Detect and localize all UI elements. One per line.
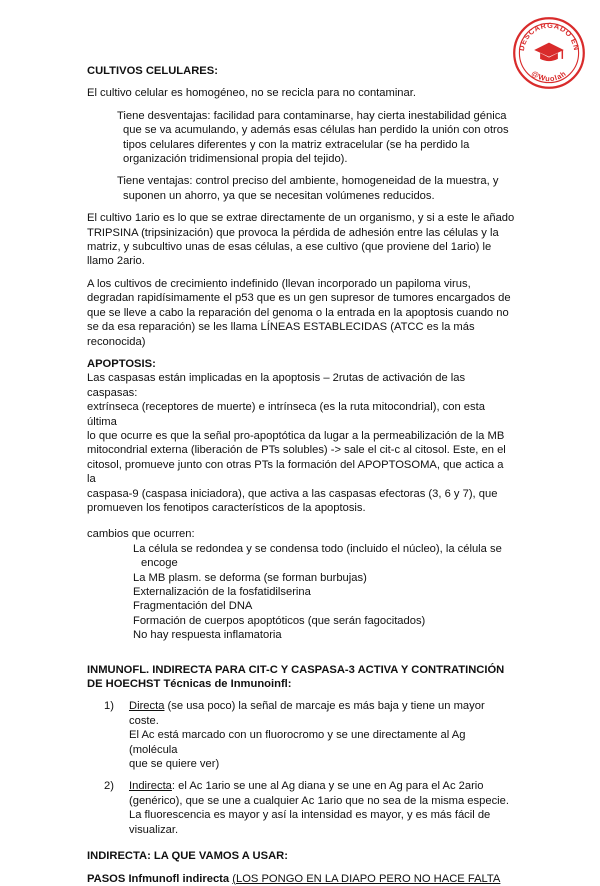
paragraph-line: mitocondrial externa (liberación de PTs solubles) -> sale el cit-c al citosol. Este, en el [87,444,506,457]
pasos-underlined: (LOS PONGO EN LA DIAPO PERO NO HACE FALTA [232,872,501,885]
lineas-establecidas-paragraph [87,277,515,349]
section-title-apoptosis: APOPTOSIS: [87,357,156,370]
desventajas-line: Tiene desventajas: facilidad para contaminarse, hay cierta inestabilidad génica [117,109,507,122]
desventajas-line: que se va acumulando, y además esas células han perdido la unión con otros [123,124,509,137]
graduation-cap-icon [534,43,564,62]
ventajas-line: suponen un ahorro, ya que se necesitan volúmenes reducidos. [123,189,435,202]
technique-line: (genérico), que se une a cualquier Ac 1ario que no sea de la misma especie. [129,794,509,807]
list-number: 1) [104,700,114,713]
paragraph-line: citosol, promueve junto con otras PTs la formación del APOPTOSOMA, que actica a la [87,458,504,486]
technique-line: que se quiere ver) [129,758,220,771]
cultivos-intro: El cultivo celular es homogéneo, no se recicla para no contaminar. [87,87,416,100]
list-item: La célula se redondea y se condensa todo (incluido el núcleo), la célula se [133,542,502,555]
section-title-inmuno-line2: DE HOECHST Técnicas de Inmunoinfl: [87,678,292,691]
paragraph-line: promueven los fenotipos característicos de la apoptosis. [87,501,366,514]
ventajas-line: Tiene ventajas: control preciso del ambiente, homogeneidad de la muestra, y [117,175,499,188]
desventajas-line: organización tridimensional propia del tejido). [123,153,348,166]
technique-label: Indirecta [129,780,172,793]
stamp-bottom-text: @Wuolah [529,68,569,84]
cultivo-1ario-paragraph [87,211,515,269]
paragraph-line: extrínseca (receptores de muerte) e intrínseca (es la ruta mitocondrial), con esta última [87,401,485,428]
list-item: Formación de cuerpos apoptóticos (que serán fagocitados) [133,614,426,627]
section-title-cultivos: CULTIVOS CELULARES: [87,65,218,77]
technique-line: La fluorescencia es mayor y así la intensidad es mayor, y es más fácil de [129,809,491,822]
list-item: Fragmentación del DNA [133,600,253,613]
paragraph-line: caspasa-9 (caspasa iniciadora), que activa a las caspasas efectoras (3, 6 y 7), que [87,487,498,500]
paragraph-line: El cultivo 1ario es lo que se extrae directamente de un organismo, y si a este le añado [87,212,515,225]
paragraph-line: se da esa reparación) se les llama LÍNEAS ESTABLECIDAS (ATCC es la más [87,321,475,334]
paragraph-line: TRIPSINA (tripsinización) que provoca la pérdida de adhesión entre las células y la [87,226,499,239]
paragraph-line: lo que ocurre es que la señal pro-apoptótica da lugar a la permeabilización de la MB [87,429,505,442]
ventajas-paragraph [117,174,515,203]
pasos-bold: PASOS Infmunofl indirecta [87,872,233,885]
technique-text: (se usa poco) la señal de marcaje es más baja y tiene un mayor coste. [129,700,485,727]
apoptosis-paragraph [87,371,515,515]
paragraph-line: llamo 2ario. [87,255,145,268]
list-item: Externalización de la fosfatidilserina [133,586,311,598]
desventajas-line: tipos celulares diferentes y con la matriz extracelular (se ha perdido la [123,138,470,151]
list-number: 2) [104,780,114,793]
list-item: No hay respuesta inflamatoria [133,629,282,642]
pasos-line [87,872,515,886]
technique-text: : el Ac 1ario se une al Ag diana y se une en Ag para el Ac 2ario [171,780,484,793]
changes-intro: cambios que ocurren: [87,528,195,541]
section-title-inmuno-line1: INMUNOFL. INDIRECTA PARA CIT-C Y CASPASA-3 ACTIVA Y CONTRATINCIÓN [87,663,505,676]
stamp-top-text: DESCARGADO EN [516,20,582,52]
list-item-wrap: encoge [141,557,178,570]
paragraph-line: reconocida) [87,335,146,348]
indirecta-heading: INDIRECTA: LA QUE VAMOS A USAR: [87,850,288,863]
paragraph-line: que se lleve a cabo la reparación del genoma o la entrada en la apoptosis cuando no [87,306,509,319]
list-item [87,779,515,837]
technique-line: visualizar. [129,823,179,836]
list-item [87,699,515,771]
technique-list [87,699,515,837]
paragraph-line: matriz, y subcultivo unas de esas células, a ese cultivo (que proviene del 1ario) le [87,241,492,254]
technique-label: Directa [129,700,165,713]
svg-text:@Wuolah [530,69,568,84]
wuolah-stamp [512,16,586,90]
paragraph-line: Las caspasas están implicadas en la apoptosis – 2rutas de activación de las caspasas: [87,372,466,399]
list-item: La MB plasm. se deforma (se forman burbujas) [133,571,367,584]
technique-line: El Ac está marcado con un fluorocromo y se une directamente al Ag (molécula [129,729,466,756]
paragraph-line: degradan rapidísimamente el p53 que es un gen supresor de tumores encargados de [87,292,511,305]
changes-list [133,542,515,643]
paragraph-line: A los cultivos de crecimiento indefinido (llevan incorporado un papiloma virus, [87,277,471,290]
document-body [87,64,515,886]
desventajas-paragraph [117,109,515,167]
